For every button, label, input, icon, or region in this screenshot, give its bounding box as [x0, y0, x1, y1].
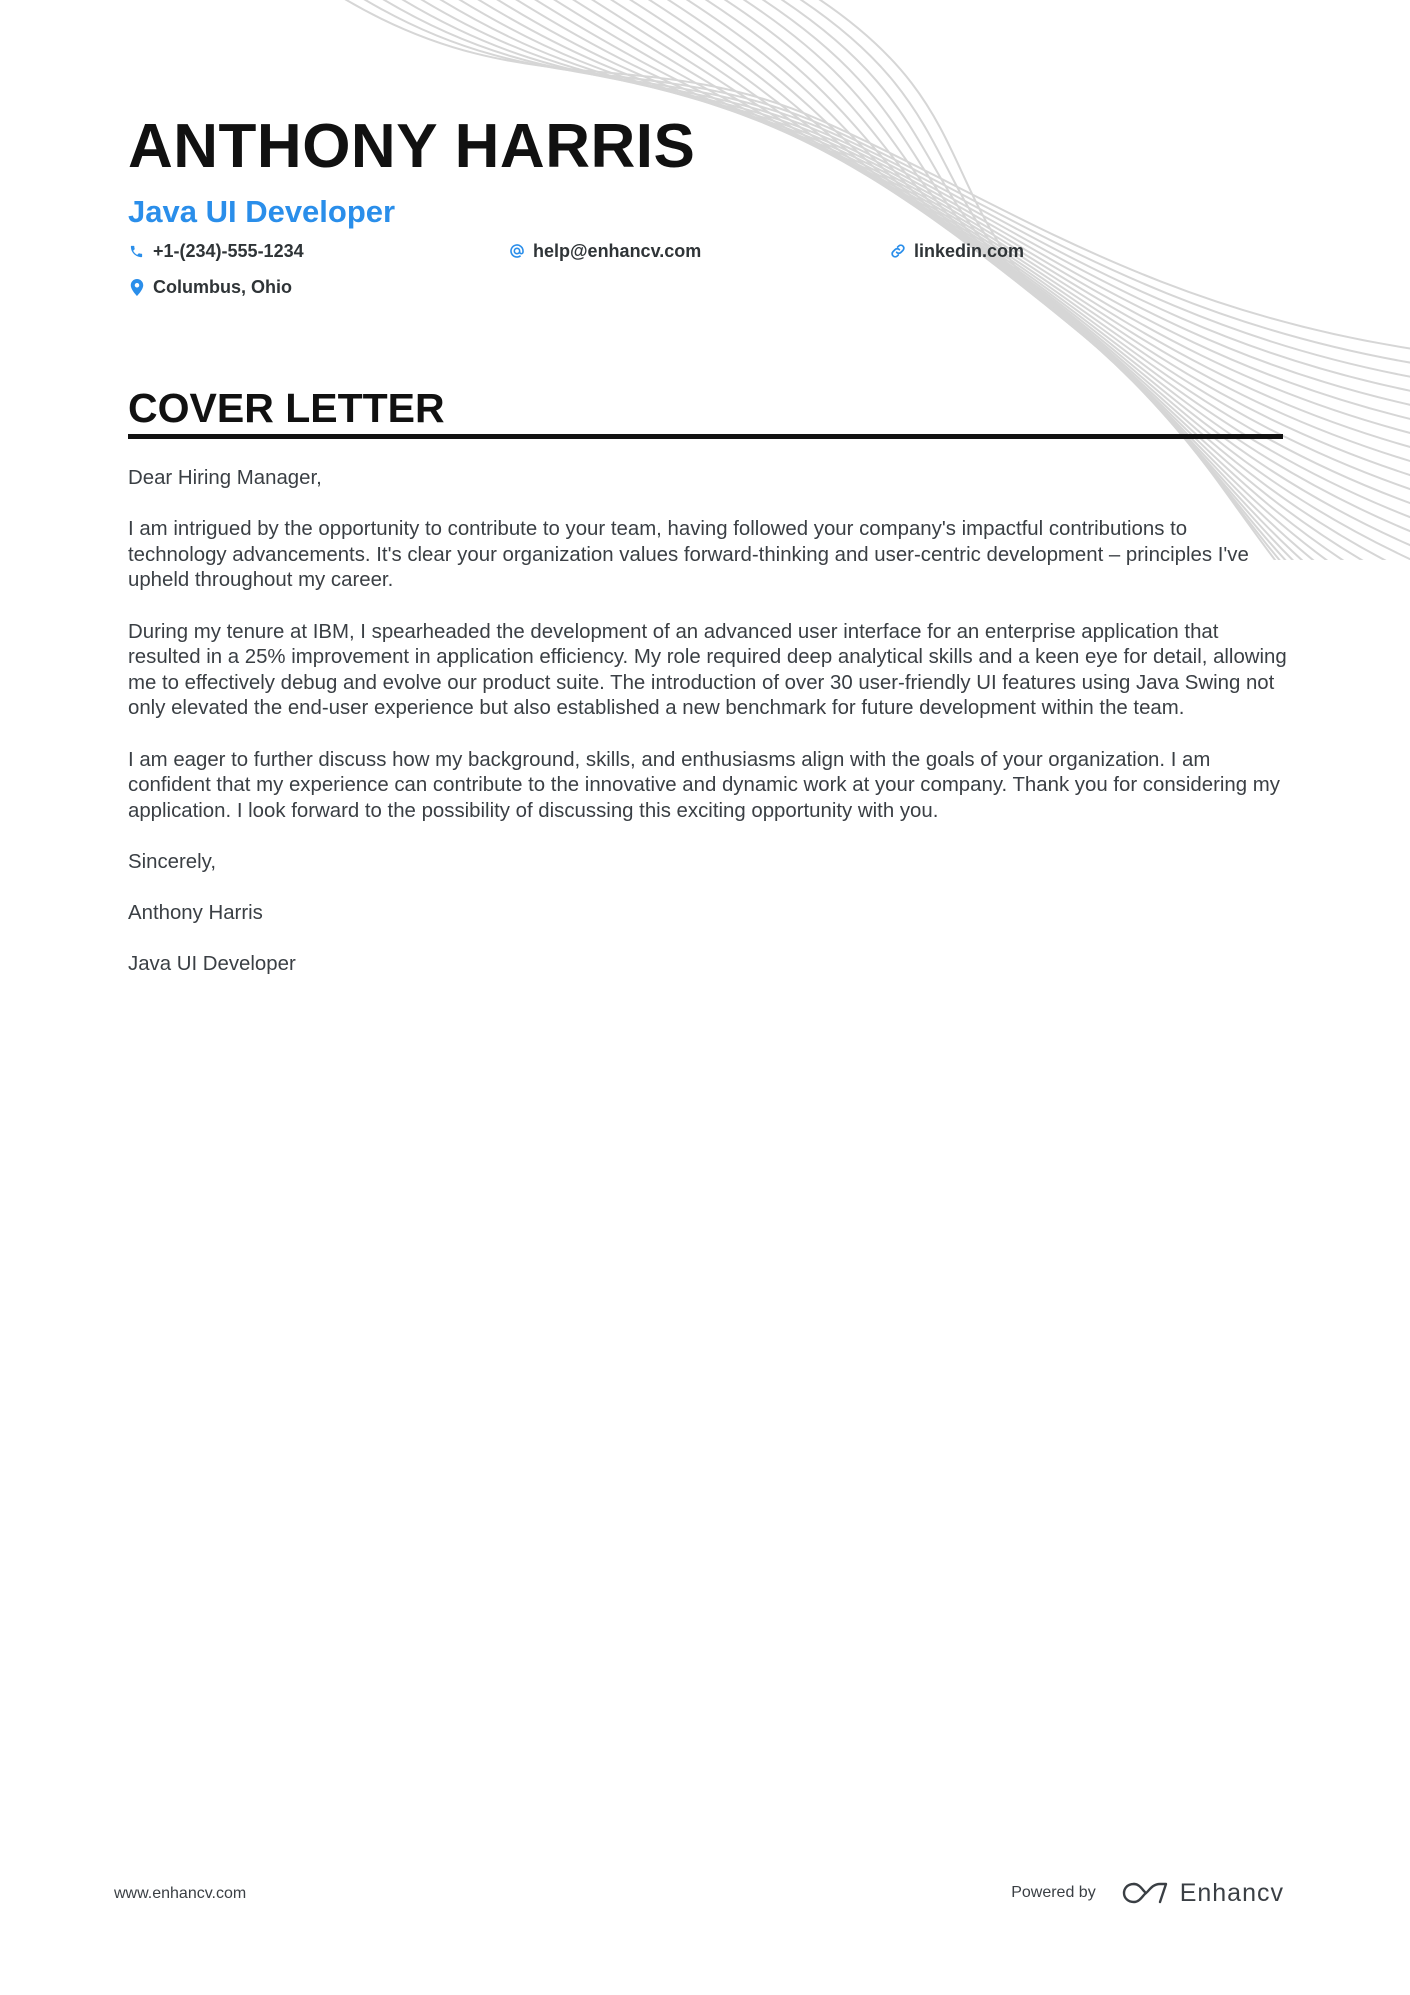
contact-linkedin[interactable] — [889, 239, 1024, 263]
letter-signature-name: Anthony Harris — [128, 902, 263, 925]
letter-paragraph: During my tenure at IBM, I spearheaded the development of an advanced user interface for an enterprise application that resulted in a 25% improvement in application efficiency. My role required deep analytical skills and a keen eye for detail, allowing me to effectively debug and evolve our product suite. The introduction of over 30 user-friendly UI features using Java Swing not only elevated the end-user experience but also established a new benchmark for future development within the team. — [128, 620, 1287, 720]
resume-header — [128, 112, 1283, 230]
footer-website-link[interactable]: www.enhancv.com — [114, 1885, 247, 1902]
section-title-cover-letter: COVER LETTER — [128, 385, 445, 431]
contact-location-text: Columbus, Ohio — [153, 276, 292, 297]
letter-greeting: Dear Hiring Manager, — [128, 467, 322, 489]
letter-signature-title: Java UI Developer — [128, 953, 296, 976]
at-icon — [508, 243, 525, 260]
link-icon — [889, 243, 906, 260]
contact-phone-text: +1-(234)-555-1234 — [153, 240, 304, 261]
enhancv-brand-name: Enhancv — [1179, 1878, 1284, 1907]
contact-location — [128, 275, 292, 299]
applicant-job-title: Java UI Developer — [128, 194, 396, 229]
contact-info — [128, 239, 1283, 309]
contact-phone[interactable] — [128, 239, 304, 263]
footer-powered-by[interactable] — [1011, 1876, 1284, 1910]
contact-email[interactable] — [508, 239, 701, 263]
letter-closing: Sincerely, — [128, 850, 217, 873]
enhancv-logo-icon — [1122, 1880, 1170, 1906]
powered-by-label: Powered by — [1011, 1884, 1096, 1901]
section-divider — [128, 434, 1283, 439]
contact-email-text: help@enhancv.com — [533, 240, 702, 261]
contact-linkedin-text: linkedin.com — [914, 240, 1025, 261]
phone-icon — [128, 243, 145, 260]
letter-body — [128, 466, 1288, 1003]
letter-paragraph: I am intrigued by the opportunity to contribute to your team, having followed your company's impactful contributions to technology advancements. It's clear your organization values forward-thinking and user-centric development – principles I've upheld throughout my career. — [128, 518, 1249, 592]
location-pin-icon — [128, 279, 145, 296]
letter-paragraph: I am eager to further discuss how my background, skills, and enthusiasms align with the goals of your organization. I am confident that my experience can contribute to the innovative and dynamic work at your company. Thank you for considering my application. I look forward to the possibility of discussing this exciting opportunity with you. — [128, 748, 1280, 822]
applicant-name: ANTHONY HARRIS — [128, 112, 696, 181]
